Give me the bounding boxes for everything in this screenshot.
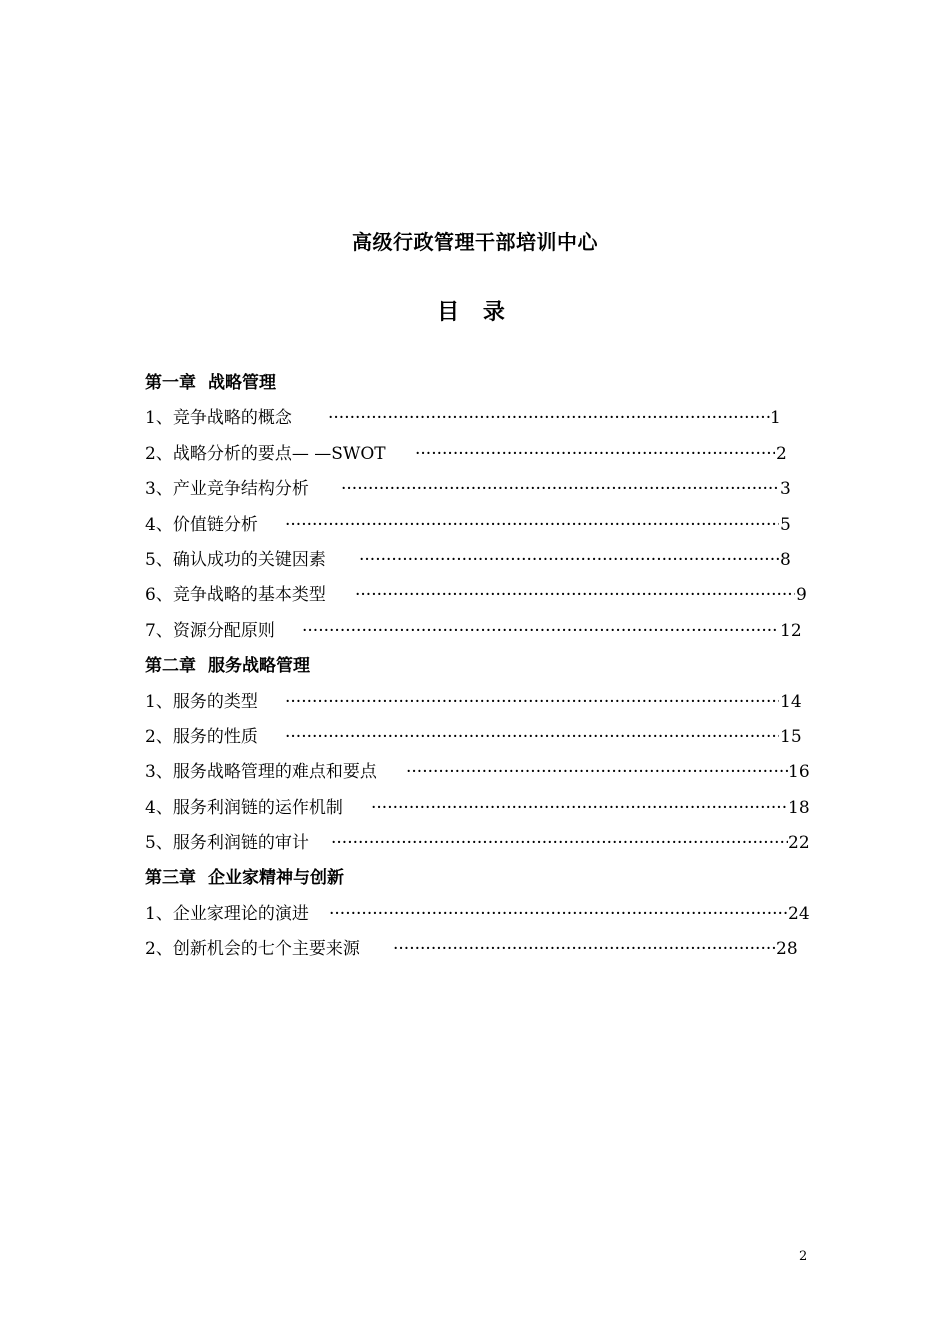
chapter-heading[interactable] bbox=[145, 861, 825, 896]
chapter-title: 战略管理 bbox=[208, 373, 276, 393]
toc-entry[interactable] bbox=[145, 578, 825, 613]
toc-entry-label: 1、竞争战略的概念 bbox=[145, 408, 292, 429]
document-title: 高级行政管理干部培训中心 bbox=[352, 230, 598, 254]
toc-entry-label: 1、企业家理论的演进 bbox=[145, 903, 309, 924]
dot-leader bbox=[285, 685, 779, 720]
toc-entry-page: 18 bbox=[788, 797, 810, 818]
toc-entry-page: 9 bbox=[796, 585, 807, 606]
toc-entry[interactable] bbox=[145, 472, 825, 507]
dot-leader bbox=[415, 437, 775, 472]
toc-entry-page: 22 bbox=[788, 833, 810, 854]
toc-entry-label: 2、战略分析的要点— —SWOT bbox=[145, 443, 386, 464]
toc-entry-page: 28 bbox=[776, 939, 798, 960]
chapter-title: 服务战略管理 bbox=[208, 656, 310, 677]
toc-entry-label: 4、服务利润链的运作机制 bbox=[145, 797, 343, 818]
chapter-number: 第一章 bbox=[145, 373, 196, 393]
toc-entry-page: 15 bbox=[780, 726, 802, 747]
toc-heading: 目 录 bbox=[437, 300, 513, 325]
toc-entry-label: 3、产业竞争结构分析 bbox=[145, 479, 309, 500]
toc-entry[interactable] bbox=[145, 508, 825, 543]
dot-leader bbox=[302, 614, 779, 649]
toc-entry-label: 2、服务的性质 bbox=[145, 726, 258, 747]
chapter-number: 第三章 bbox=[145, 868, 196, 889]
dot-leader bbox=[331, 826, 788, 861]
dot-leader bbox=[371, 791, 788, 826]
dot-leader bbox=[329, 897, 788, 932]
toc-entry[interactable] bbox=[145, 437, 825, 472]
dot-leader bbox=[359, 543, 779, 578]
toc-entry[interactable] bbox=[145, 932, 825, 967]
toc-entry[interactable] bbox=[145, 401, 825, 436]
toc-entry-label: 4、价值链分析 bbox=[145, 514, 258, 535]
page-number: 2 bbox=[799, 1249, 808, 1264]
table-of-contents bbox=[145, 366, 825, 968]
dot-leader bbox=[355, 578, 795, 613]
toc-entry-label: 5、确认成功的关键因素 bbox=[145, 549, 326, 570]
toc-entry-label: 6、竞争战略的基本类型 bbox=[145, 585, 326, 606]
dot-leader bbox=[328, 401, 770, 436]
toc-entry-page: 16 bbox=[788, 762, 810, 783]
toc-entry-label: 2、创新机会的七个主要来源 bbox=[145, 939, 360, 960]
toc-entry[interactable] bbox=[145, 826, 825, 861]
toc-entry-page: 2 bbox=[776, 443, 787, 464]
toc-entry[interactable] bbox=[145, 614, 825, 649]
toc-entry[interactable] bbox=[145, 791, 825, 826]
toc-entry-label: 5、服务利润链的审计 bbox=[145, 833, 309, 854]
toc-entry-page: 24 bbox=[788, 903, 810, 924]
toc-entry-page: 3 bbox=[780, 479, 791, 500]
toc-entry-label: 3、服务战略管理的难点和要点 bbox=[145, 762, 377, 783]
chapter-number: 第二章 bbox=[145, 656, 196, 677]
chapter-title: 企业家精神与创新 bbox=[208, 868, 344, 889]
dot-leader bbox=[285, 508, 779, 543]
toc-entry-page: 8 bbox=[780, 549, 791, 570]
chapter-heading[interactable] bbox=[145, 366, 825, 401]
toc-entry-page: 1 bbox=[770, 408, 781, 429]
toc-entry[interactable] bbox=[145, 755, 825, 790]
toc-entry-page: 5 bbox=[780, 514, 791, 535]
dot-leader bbox=[285, 720, 779, 755]
toc-entry[interactable] bbox=[145, 543, 825, 578]
toc-entry[interactable] bbox=[145, 720, 825, 755]
toc-entry[interactable] bbox=[145, 897, 825, 932]
chapter-heading[interactable] bbox=[145, 649, 825, 684]
toc-entry-page: 12 bbox=[780, 620, 802, 641]
toc-entry[interactable] bbox=[145, 685, 825, 720]
toc-entry-label: 7、资源分配原则 bbox=[145, 620, 275, 641]
dot-leader bbox=[406, 755, 788, 790]
dot-leader bbox=[393, 932, 775, 967]
dot-leader bbox=[341, 472, 779, 507]
toc-entry-page: 14 bbox=[780, 691, 802, 712]
toc-entry-label: 1、服务的类型 bbox=[145, 691, 258, 712]
